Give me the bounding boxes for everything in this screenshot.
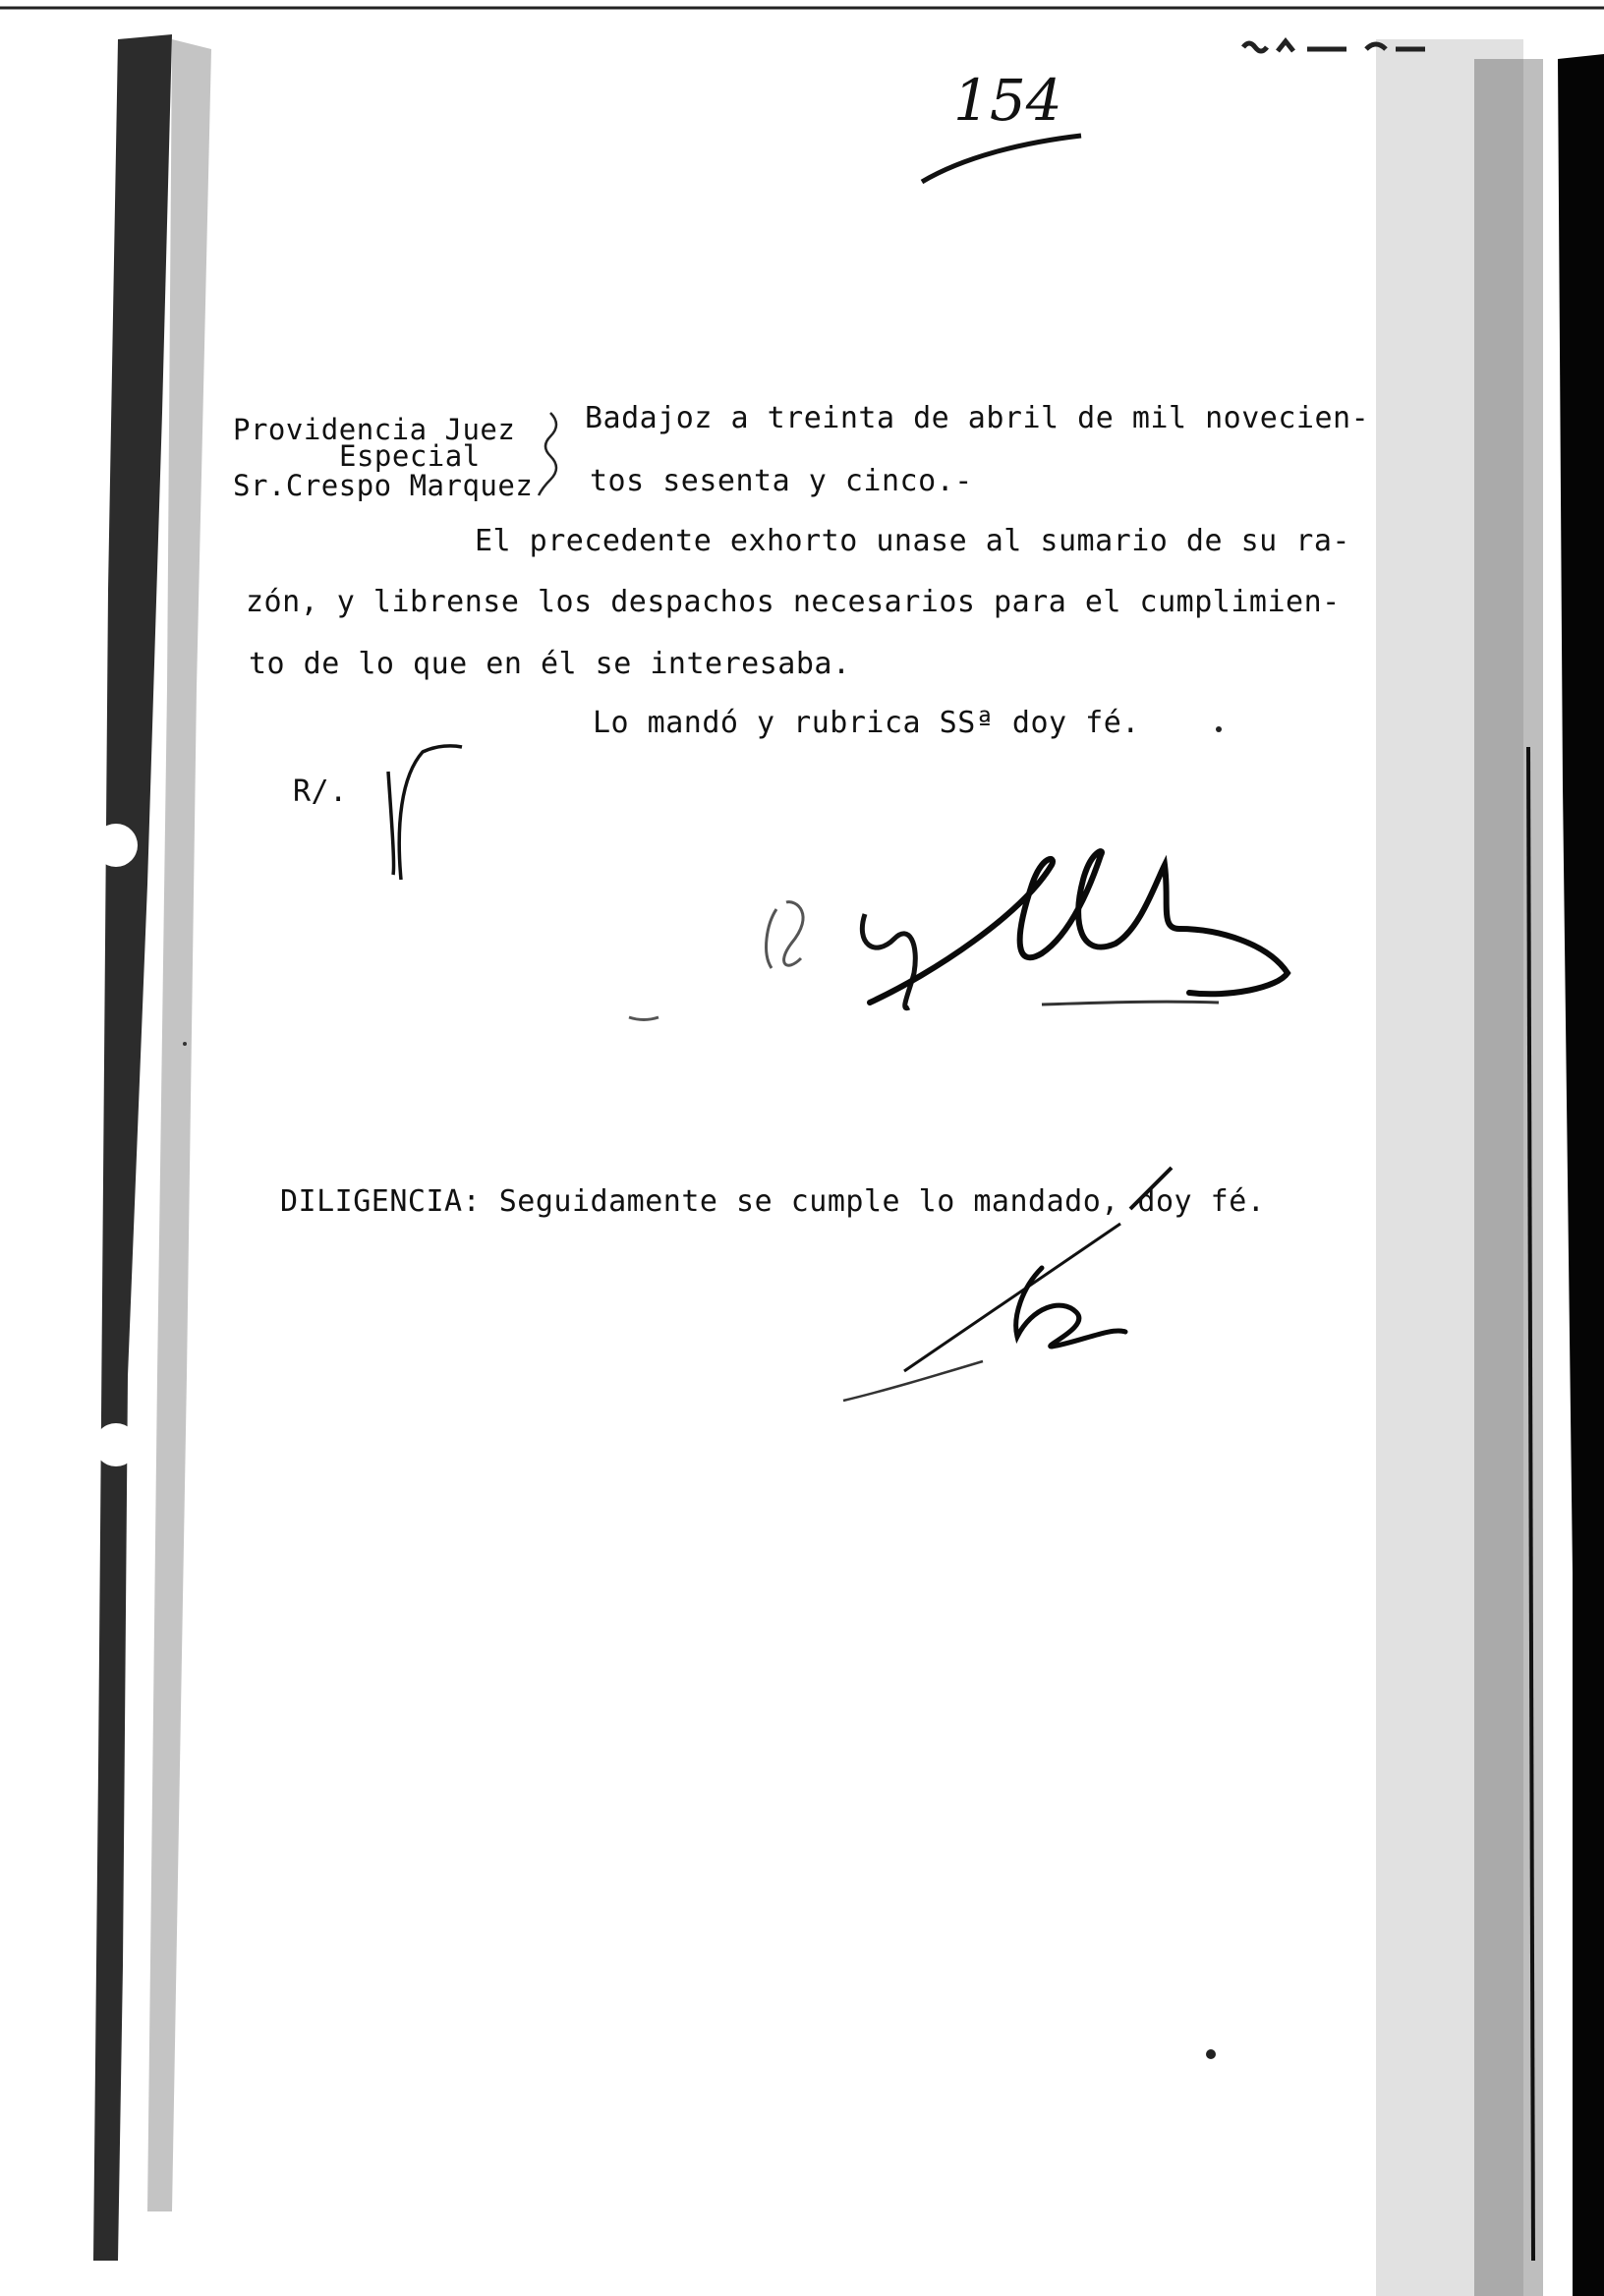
body-line-6: Lo mandó y rubrica SSª doy fé. [593, 706, 1140, 740]
body-line-2: tos sesenta y cinco.- [590, 464, 973, 498]
speck [183, 1042, 187, 1046]
punch-hole-top [94, 824, 138, 867]
body-line-4: zón, y librense los despachos necesarios para el cumplimien- [246, 585, 1341, 619]
page-number-underline [922, 136, 1081, 182]
rubric-label: R/. [293, 775, 348, 809]
body-line-1: Badajoz a treinta de abril de mil novecien- [585, 401, 1370, 435]
margin-heading-line1: Providencia Juez [233, 413, 516, 446]
speck [1216, 726, 1222, 732]
rubric-mark [388, 746, 462, 880]
punch-hole-bottom [94, 1423, 138, 1466]
margin-heading-line3: Sr.Crespo Marquez [233, 469, 534, 502]
body-line-3: El precedente exhorto unase al sumario de su ra- [475, 524, 1350, 558]
secretary-signature [843, 1224, 1125, 1401]
page-number: 154 [953, 67, 1062, 134]
right-edge-shadow [1558, 54, 1604, 2296]
margin-heading-line2: Especial [339, 439, 481, 473]
body-line-5: to de lo que en él se interesaba. [249, 647, 851, 681]
speck [1206, 2049, 1216, 2059]
judge-signature [629, 851, 1288, 1019]
diligencia-text: DILIGENCIA: Seguidamente se cumple lo mandado, doy fé. [280, 1184, 1266, 1219]
